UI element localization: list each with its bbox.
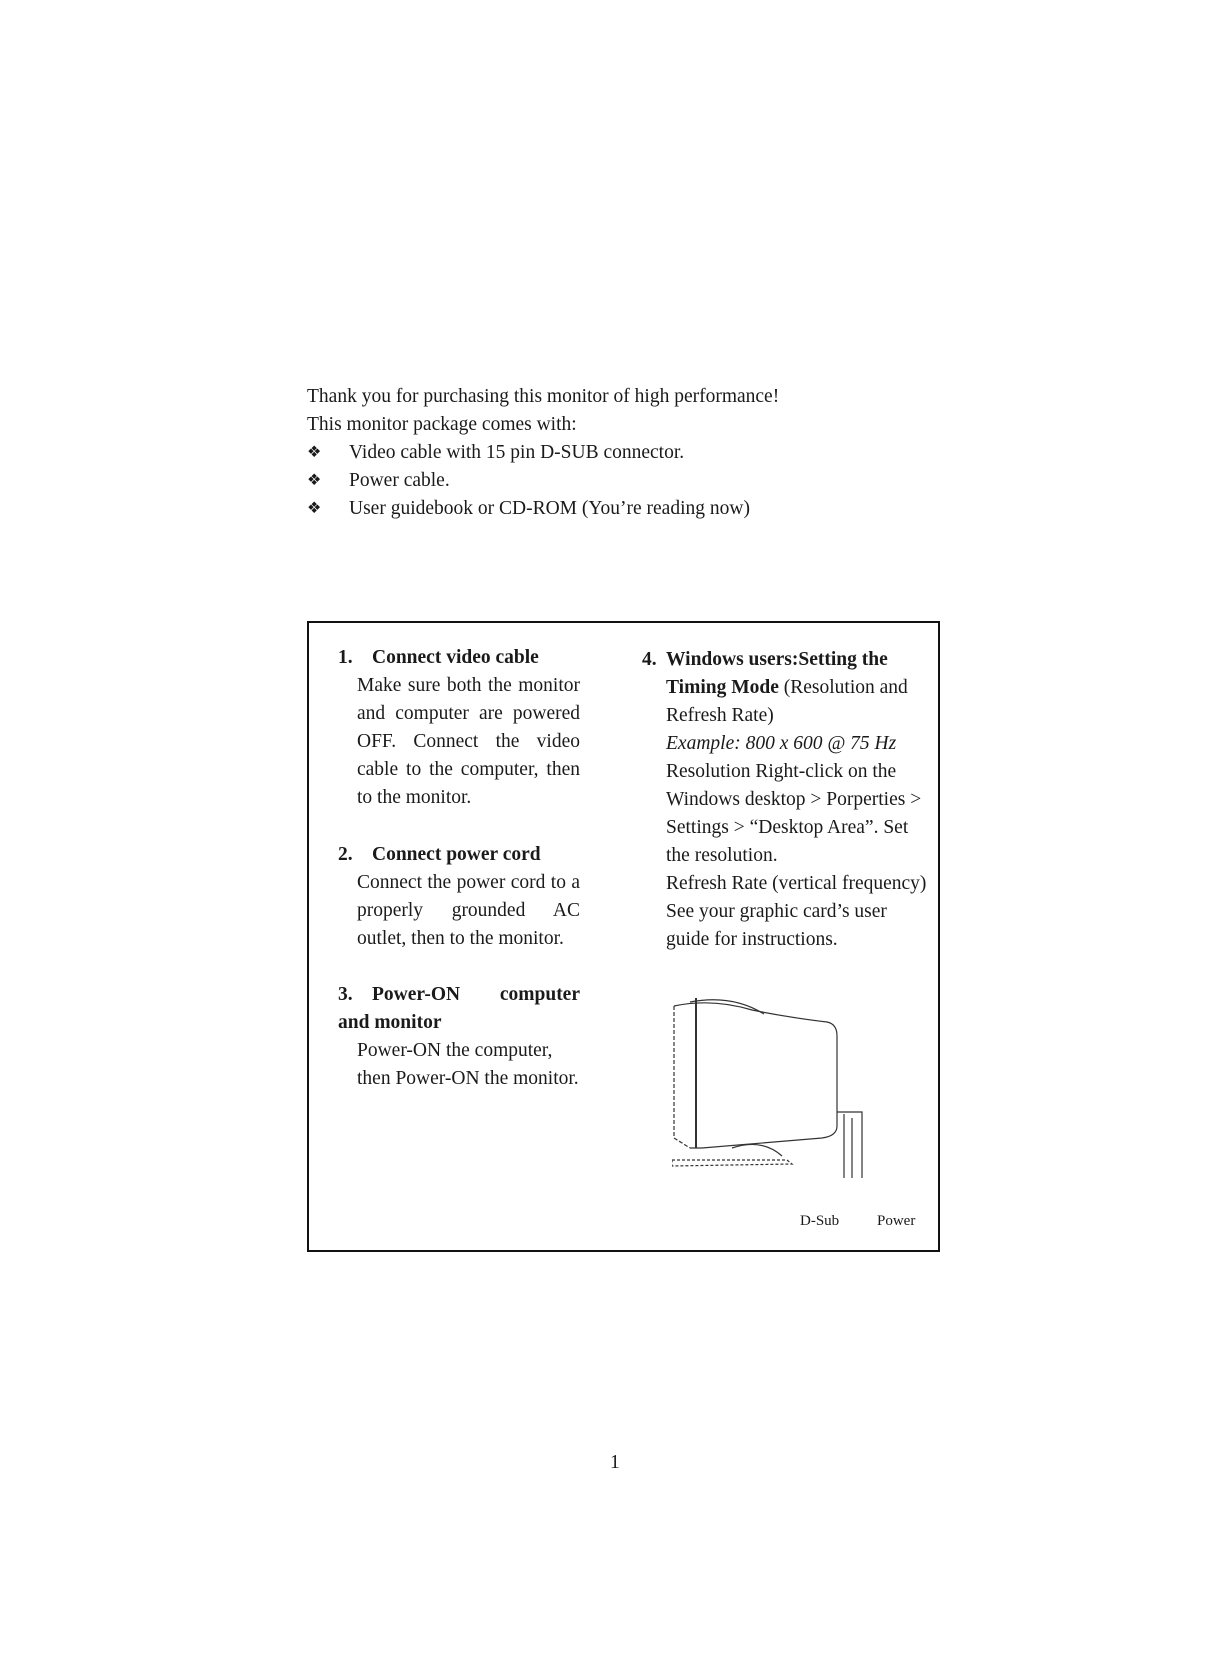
list-item: ❖ Power cable. bbox=[307, 467, 1007, 495]
step-heading: 1. Connect video cable bbox=[338, 647, 539, 668]
package-contents-heading: This monitor package comes with: bbox=[307, 414, 577, 435]
instruction-line: Refresh Rate (vertical frequency) bbox=[666, 873, 927, 894]
instruction-line: Settings > “Desktop Area”. Set bbox=[666, 817, 909, 838]
instruction-line: Resolution Right-click on the bbox=[666, 761, 897, 782]
step-connect-video-cable bbox=[338, 644, 580, 812]
instruction-line: See your graphic card’s user bbox=[666, 901, 887, 922]
page-number: 1 bbox=[610, 1452, 620, 1473]
step-connect-power-cord bbox=[338, 841, 580, 953]
power-label: Power bbox=[877, 1213, 916, 1229]
setup-instructions-box bbox=[307, 621, 940, 1252]
step-body: Connect the power cord to a properly grounded AC outlet, then to the monitor. bbox=[357, 872, 580, 949]
step-body: Make sure both the monitor and computer are powered OFF. Connect the video cable to the computer, then to the monitor. bbox=[357, 675, 580, 808]
thank-you-line: Thank you for purchasing this monitor of high performance! bbox=[307, 386, 780, 407]
step-subtitle-2: Refresh Rate) bbox=[666, 705, 774, 726]
instruction-line: Windows desktop > Porperties > bbox=[666, 789, 922, 810]
dsub-label: D-Sub bbox=[800, 1213, 840, 1229]
package-list bbox=[307, 439, 1007, 523]
step-timing-mode bbox=[642, 646, 942, 954]
list-item: ❖ User guidebook or CD-ROM (You’re reading now) bbox=[307, 495, 1007, 523]
diamond-bullet-icon: ❖ bbox=[307, 500, 322, 517]
step-heading: 4. Windows users:Setting the bbox=[642, 649, 888, 670]
step-power-on bbox=[338, 981, 580, 1093]
instruction-line: guide for instructions. bbox=[666, 929, 838, 950]
instruction-line: the resolution. bbox=[666, 845, 778, 866]
diamond-bullet-icon: ❖ bbox=[307, 444, 322, 461]
diamond-bullet-icon: ❖ bbox=[307, 472, 322, 489]
list-item: ❖ Video cable with 15 pin D-SUB connector. bbox=[307, 439, 1007, 467]
intro-section bbox=[307, 383, 1007, 523]
step-body: Power-ON the computer, then Power-ON the monitor. bbox=[357, 1040, 579, 1089]
step-subtitle: Timing Mode (Resolution and bbox=[666, 677, 908, 698]
crt-monitor-side-icon bbox=[672, 988, 912, 1188]
step-heading: 3. Power-ON computer and monitor bbox=[338, 984, 580, 1033]
step-heading: 2. Connect power cord bbox=[338, 844, 541, 865]
timing-example: Example: 800 x 600 @ 75 Hz bbox=[666, 733, 897, 754]
